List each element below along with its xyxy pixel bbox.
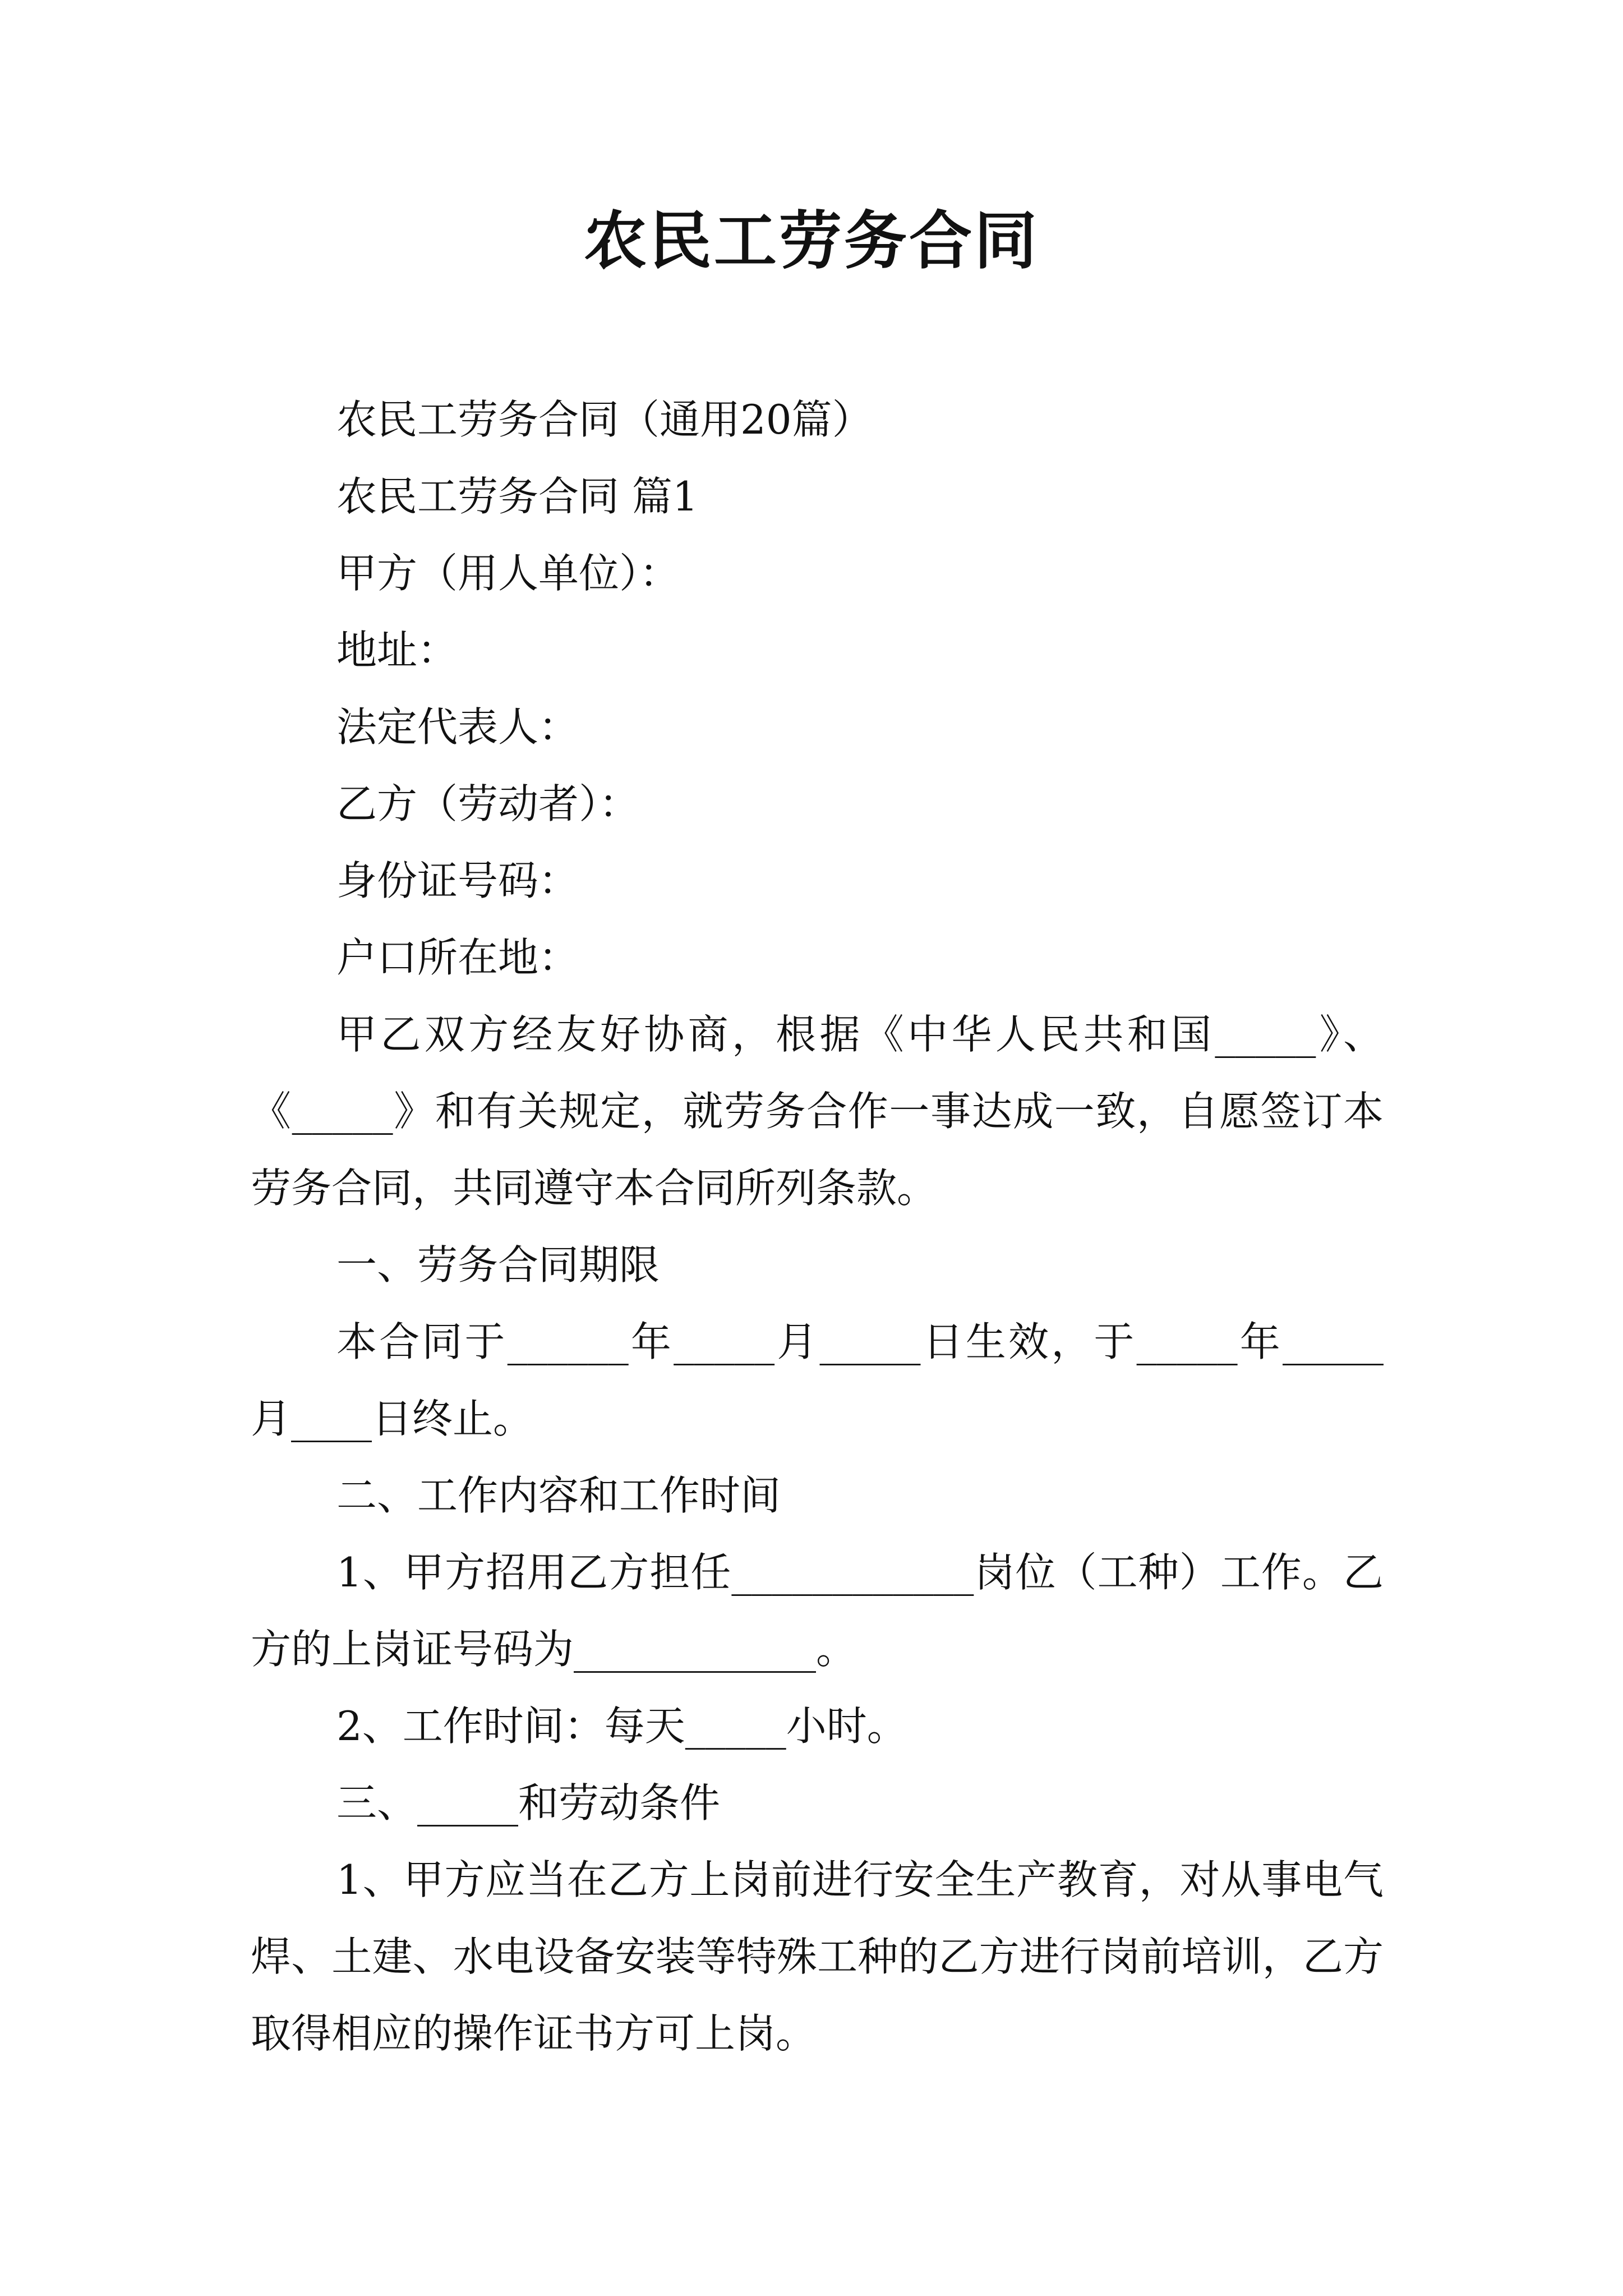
paragraph-household: 户口所在地： bbox=[336, 934, 579, 981]
paragraph-heading-work: 二、工作内容和工作时间 bbox=[336, 1472, 781, 1519]
paragraph-preamble: 甲乙双方经友好协商，根据《中华人民共和国_____》、《_____》和有关规定，就劳务合作一事达成一致，自愿签订本劳务合同，共同遵守本合同所列条款。 bbox=[251, 1011, 1384, 1212]
paragraph-heading-term: 一、劳务合同期限 bbox=[336, 1241, 660, 1289]
paragraph-safety-training: 1、甲方应当在乙方上岗前进行安全生产教育，对从事电气焊、土建、水电设备安装等特殊工种的乙方进行岗前培训，乙方取得相应的操作证书方可上岗。 bbox=[251, 1856, 1384, 2057]
paragraph-id-number: 身份证号码： bbox=[336, 857, 579, 904]
paragraph-term-dates: 本合同于______年_____月_____日生效，于_____年_____月____日终止。 bbox=[251, 1318, 1384, 1442]
paragraph-heading-conditions: 三、_____和劳动条件 bbox=[336, 1779, 721, 1826]
paragraph-subtitle: 农民工劳务合同（通用20篇） bbox=[336, 396, 873, 443]
paragraph-party-b: 乙方（劳动者）： bbox=[336, 780, 640, 827]
paragraph-work-hours: 2、工作时间：每天_____小时。 bbox=[336, 1703, 907, 1750]
document-title: 农民工劳务合同 bbox=[584, 204, 1039, 278]
paragraph-party-a: 甲方（用人单位）： bbox=[336, 550, 680, 597]
paragraph-legal-rep: 法定代表人： bbox=[336, 703, 579, 751]
paragraph-section-heading: 农民工劳务合同 篇1 bbox=[336, 473, 698, 520]
paragraph-work-position: 1、甲方招用乙方担任____________岗位（工种）工作。乙方的上岗证号码为____________。 bbox=[251, 1549, 1384, 1673]
document-body bbox=[251, 381, 1384, 2072]
paragraph-address: 地址： bbox=[336, 627, 458, 674]
